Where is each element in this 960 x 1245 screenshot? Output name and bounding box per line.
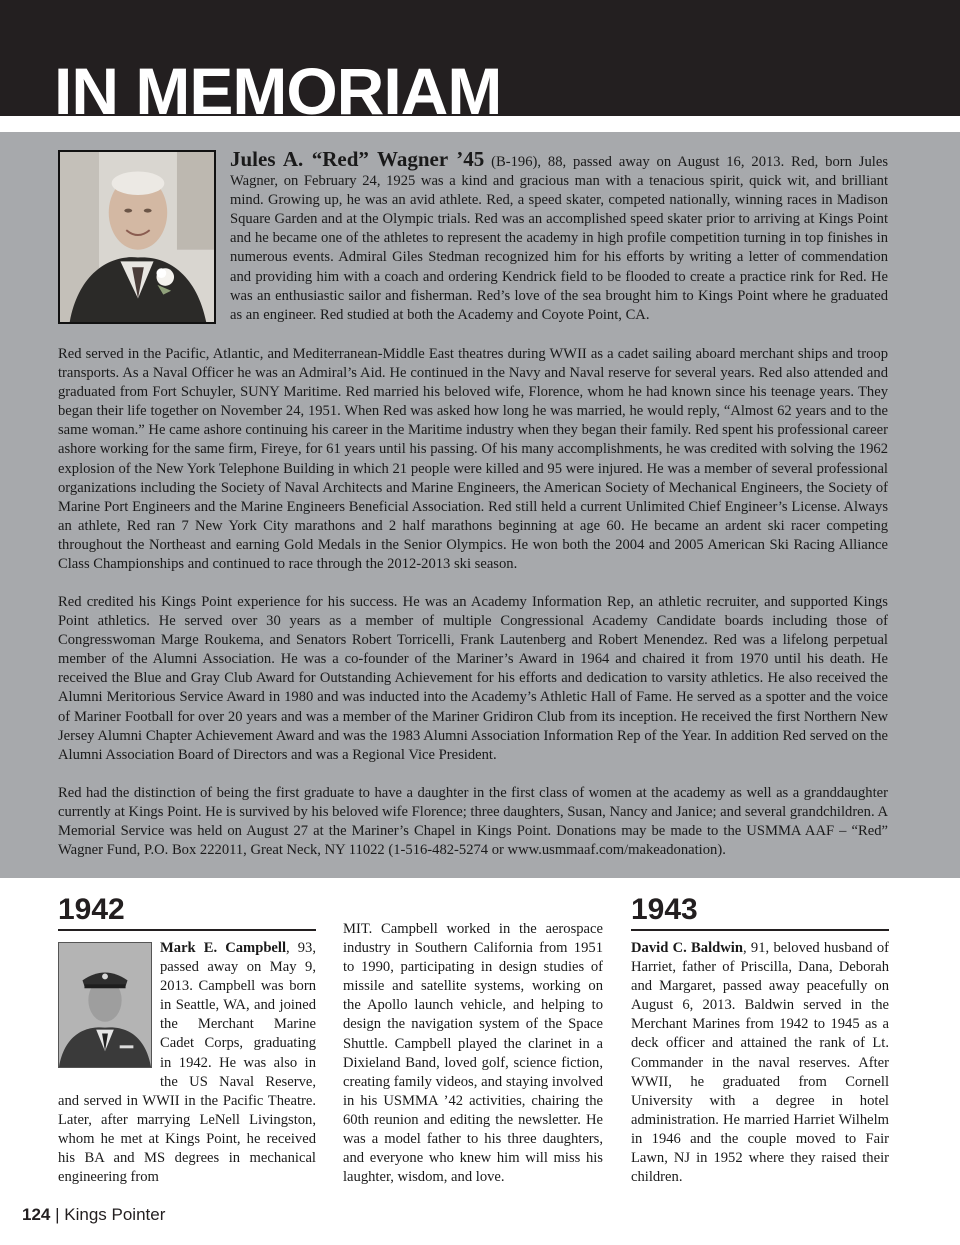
footer-separator: | [50, 1205, 65, 1224]
campbell-text-part1: , 93, passed away on May 9, 2013. Campbell was born in Seattle, WA, and joined the Merchant Marine Cadet Corps, graduating in 1942. He was also in the US Naval Reserve, and served in WWII in the Pacific Theatre. Later, after marrying LeNell Livingston, whom he met at Kings Point, he received his BA and MS degrees in mechanical engineering from [58, 940, 317, 1186]
header-bar [0, 0, 960, 116]
wagner-photo [58, 150, 216, 324]
page-title: IN MEMORIAM [54, 58, 502, 116]
page-footer [22, 1205, 165, 1225]
obituary-baldwin [631, 939, 889, 1187]
wagner-paragraph-career: Red served in the Pacific, Atlantic, and Mediterranean-Middle East theatres during WWII as a cadet sailing aboard merchant ships and troop transports. As a Naval Officer he was an Admiral’s Aid. He continued in the Navy and Naval reserve for several years. Red also attended and graduated from Fort Schuyler, SUNY Maritime. Red married his beloved wife, Florence, whom he had known since his teenage years. They began their life together on November 24, 1951. When Red was asked how long he was married, he would reply, “Almost 62 years and to the same woman.” He came ashore continuing his career in the Maritime industry when they began their family. Red spent his professional career ashore working for the same firm, Fireye, for 61 years until his passing. Of his many accomplishments, he was credited with solving the 1962 explosion of the New York Telephone Building in which 21 people were killed and 95 were injured. He was a member of several professional organizations including the Society of Naval Architects and Marine Engineers, the American Society of Mechanical Engineers, the Society of Marine Port Engineers and the Marine Engineers Beneficial Association. Red still held a current Unlimited Chief Engineer’s License. Always an athlete, Red ran 7 New York City marathons and 2 half marathons beginning at age 60. He became an ardent ski racer competing throughout the Northeast and earning Gold Medals in the Senior Olympics. He won both the 2004 and 2005 American Ski Racing Alliance Class Championships and continued to race through the 2012-2013 ski season. [58, 346, 888, 573]
page-number: 124 [22, 1205, 51, 1224]
baldwin-text: , 91, beloved husband of Harriet, father of Priscilla, Dana, Deborah and Margaret, passed away peacefully on August 6, 2013. Baldwin served in the Merchant Marines from 1942 to 1945 as a deck officer and attained the rank of Lt. Commander in the naval reserves. After WWII, he graduated from Cornell University with a degree in hotel administration. He married Harriet Wilhelm in 1946 and the couple moved to Fair Lawn, NJ in 1952 where they raised their children. [631, 940, 890, 1186]
header-divider [0, 116, 960, 132]
wagner-lead-paragraph [230, 147, 888, 325]
baldwin-name: David C. Baldwin [631, 940, 743, 956]
photo-spacer [58, 939, 160, 1083]
campbell-name: Mark E. Campbell [160, 940, 287, 956]
class-year-1942-rule [58, 929, 316, 931]
publication-name: Kings Pointer [64, 1205, 166, 1224]
class-year-1943-rule [631, 929, 889, 931]
obituary-campbell-col-2: MIT. Campbell worked in the aerospace industry in Southern California from 1951 to 1990, participating in design studies of missile and satellite systems, working on the Apollo launch vehicle, and helping to design the navigation system of the Space Shuttle. Campbell played the clarinet in a Dixieland Band, loved golf, science fiction, creating family videos, and staying involved in his USMMA ’42 activities, chairing the 60th reunion and editing the newsletter. He was a model father to his three daughters, and everyone who knew him will miss his laughter, wisdom, and love. [343, 921, 603, 1186]
obituary-campbell-col-1 [58, 939, 316, 1187]
wagner-lead-text: (B-196), 88, passed away on August 16, 2013. Red, born Jules Wagner, on February 24, 1925 was a kind and gracious man with a tenacious spirit, quick wit, and brilliant mind. Growing up, he was an avid athlete. Red, a speed skater, competed nationally, winning races in Madison Square Garden and at the Olympic trials. Red was an accomplished speed skater prior to arriving at Kings Point and he became one of the athletes to represent the academy in high profile competition turning in top finishes in numerous events. Admiral Giles Stedman recognized him for his efforts by writing a letter of commendation and providing him with a coach and ordering Kendrick field to be flooded to create a practice rink for Red. He was an enthusiastic sailor and fisherman. Red’s love of the sea brought him to Kings Point where he graduated as an engineer. Red studied at both the Academy and Coyote Point, CA. [230, 154, 888, 323]
class-year-1943-heading: 1943 [631, 893, 698, 926]
wagner-name: Jules A. “Red” Wagner ’45 [230, 147, 485, 171]
wagner-paragraph-family: Red had the distinction of being the first graduate to have a daughter in the first class of women at the academy as well as a granddaughter currently at Kings Point. He is survived by his beloved wife Florence; three daughters, Susan, Nancy and Janice; and several grandchildren. A Memorial Service was held on August 27 at the Mariner’s Chapel in Kings Point. Donations may be made to the USMMA AAF – “Red” Wagner Fund, P.O. Box 222011, Great Neck, NY 11022 (1-516-482-5274 or www.usmmaaf.com/makeadonation). [58, 785, 888, 859]
wagner-paragraph-service: Red credited his Kings Point experience for his success. He was an Academy Information Rep, an athletic recruiter, and supported Kings Point athletics. He served over 30 years as a member of multiple Congressional Academy Candidate boards including those of Congresswoman Marge Roukema, and Senators Robert Torricelli, Frank Lautenberg and Robert Menendez. Red was a lifelong perpetual member of the Alumni Association. He was a co-founder of the Mariner’s Award in 1964 and chaired it from 1970 until his death. He received the Blue and Gray Club Award for Outstanding Achievement for his efforts and dedication to varsity athletics. He also received the Alumni Meritorious Service Award in 1980 and was inducted into the Academy’s Athletic Hall of Fame. He served as a spotter and the voice of Mariner Football for over 20 years and was a member of the Mariner Gridiron Club from its inception. He received the first Northern New Jersey Alumni Chapter Achievement Award and was the 1983 Alumni Association Information Rep of the Year. In addition Red served on the Alumni Association Board of Directors and was a Regional Vice President. [58, 594, 888, 763]
portrait-image [60, 152, 214, 322]
class-year-1942-heading: 1942 [58, 893, 125, 926]
